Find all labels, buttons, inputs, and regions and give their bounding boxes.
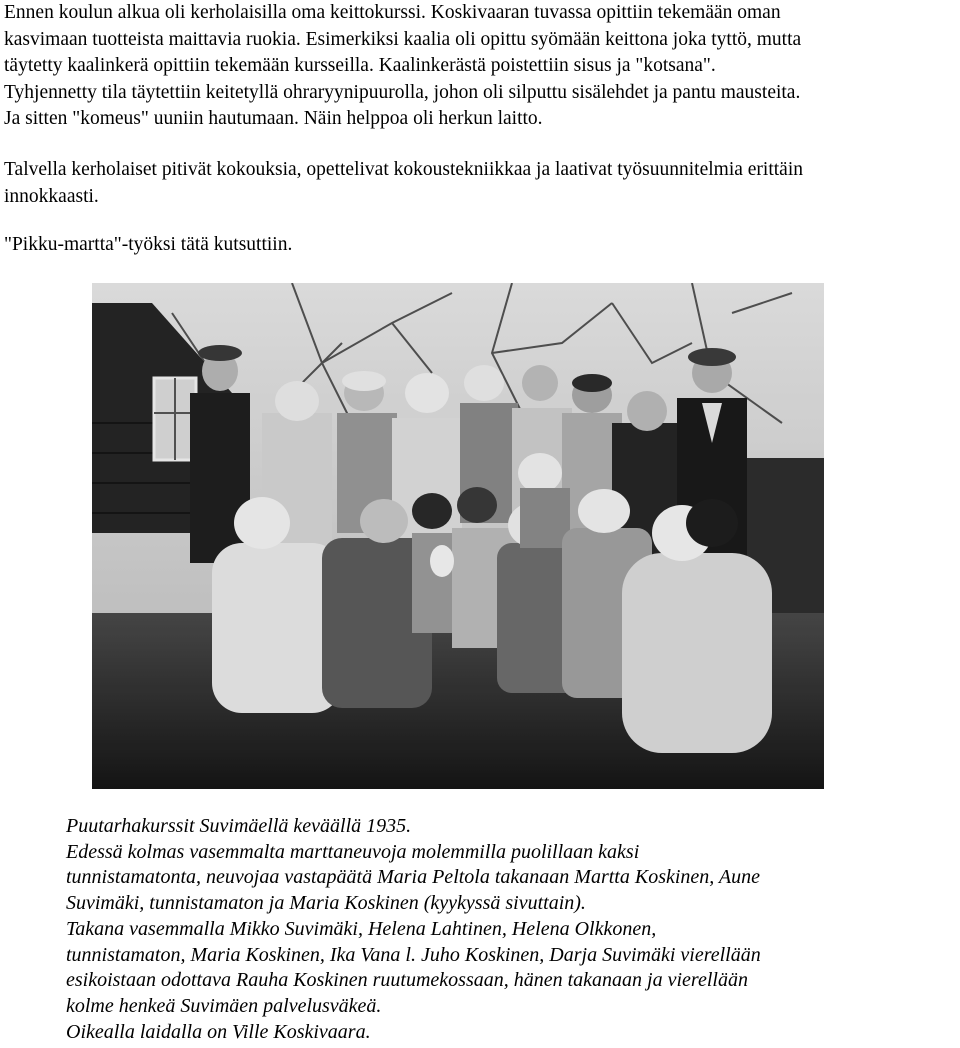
group-photo xyxy=(92,283,824,789)
paragraph-cooking-course: Ennen koulun alkua oli kerholaisilla oma keittokurssi. Koskivaaran tuvassa opittiin tekemään oman kasvimaan tuotteista maittavia ruokia. Esimerkiksi kaalia oli opittu syömään keittona joka tyttö, mutta täytetty kaalinkerä opittiin tekemään kursseilla. Kaalinkerästä poistettiin sisus ja "kotsana". Tyhjennetty tila täytettiin keitetyllä ohraryynipuurolla, johon oli silputtu sisälehdet ja pantu mausteita. Ja sitten "komeus" uuniin hautumaan. Näin helppoa oli herkun laitto. xyxy=(4,2,802,129)
group-photo-illustration xyxy=(92,283,824,789)
paragraph-pikku-martta: "Pikku-martta"-työksi tätä kutsuttiin. xyxy=(4,234,293,255)
photo-caption: Puutarhakurssit Suvimäellä keväällä 1935. Edessä kolmas vasemmalta marttaneuvoja molemmilla puolillaan kaksi tunnistamatonta, neuvojaa vastapäätä Maria Peltola takanaan Martta Koskinen, Aune Suvimäki, tunnistamaton ja Maria Koskinen (kyykyssä sivuttain). Takana vasemmalla Mikko Suvimäki, Helena Lahtinen, Helena Olkkonen, tunnistamaton, Maria Koskinen, Ika Vana l. Juho Koskinen, Darja Suvimäki vierellään esikoistaan odottava Rauha Koskinen ruutumekossaan, hänen takanaan ja vierellään kolme henkeä Suvimäen palvelusväkeä. Oikealla laidalla on Ville Koskivaara. xyxy=(66,815,761,1043)
paragraph-winter-meetings: Talvella kerholaiset pitivät kokouksia, opettelivat kokoustekniikkaa ja laativat työsuunnitelmia erittäin innokkaasti. xyxy=(4,159,804,207)
